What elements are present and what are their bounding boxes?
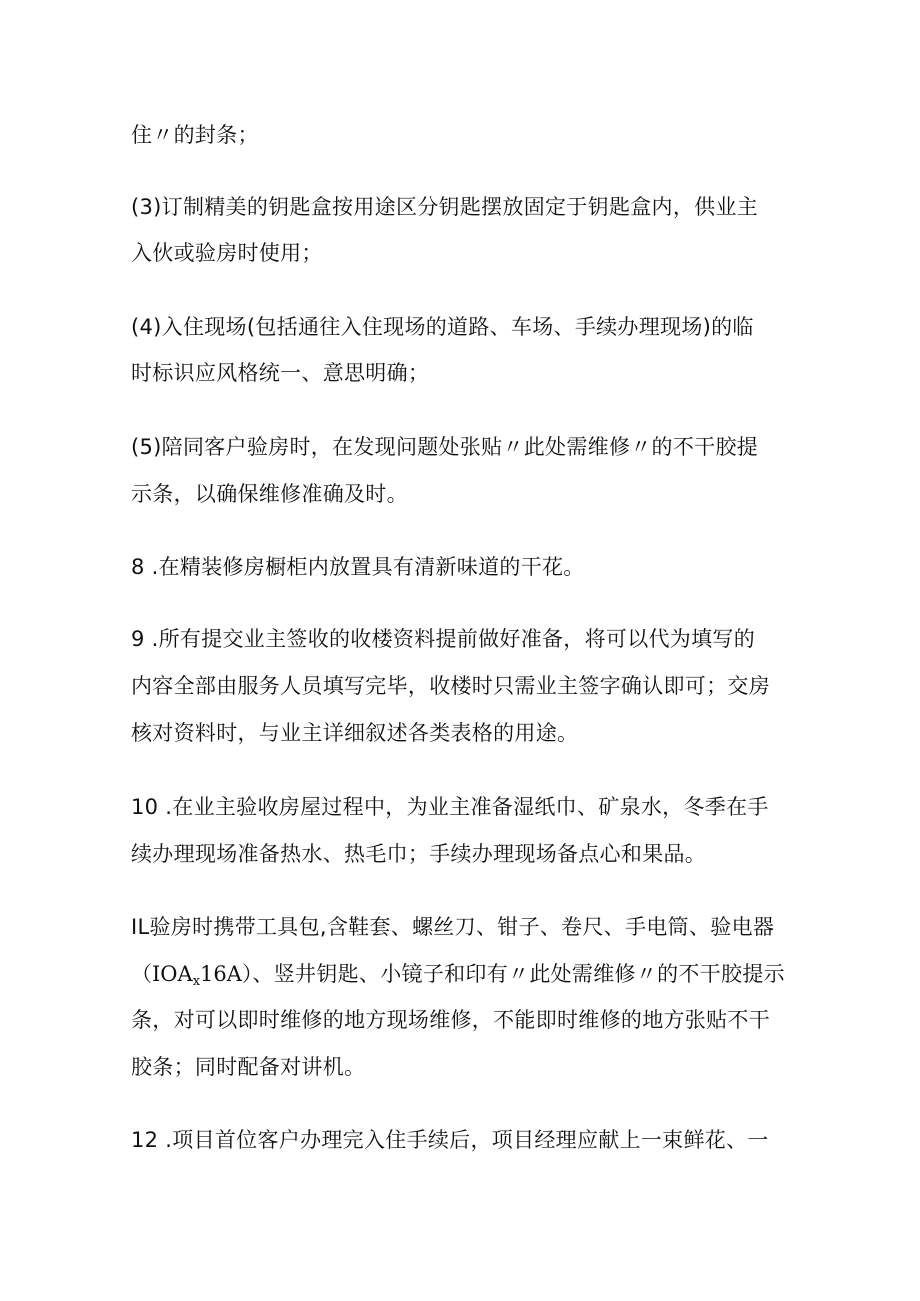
text-line-rest: 、竖井钥匙、小镜子和印有〃此处需维修〃的不干胶提示 bbox=[252, 962, 785, 986]
text-line: IL验房时携带工具包,含鞋套、螺丝刀、钳子、卷尺、手电筒、验电器 bbox=[131, 915, 775, 939]
electroscope-value: 16A bbox=[200, 962, 242, 986]
text-line: 10 .在业主验收房屋过程中，为业主准备湿纸巾、矿泉水，冬季在手 bbox=[131, 795, 769, 819]
text-line: 续办理现场准备热水、热毛巾；手续办理现场备点心和果品。 bbox=[131, 842, 707, 866]
text-line: 胶条；同时配备对讲机。 bbox=[131, 1055, 366, 1079]
text-line-electroscope bbox=[131, 960, 785, 996]
text-line: 8 .在精装修房橱柜内放置具有清新味道的干花。 bbox=[131, 555, 585, 579]
text-line: 时标识应风格统一、意思明确； bbox=[131, 361, 430, 385]
text-line: (4)入住现场(包括通往入住现场的道路、车场、手续办理现场)的临 bbox=[131, 315, 754, 339]
electroscope-spec: IOA bbox=[152, 962, 193, 986]
text-line: 示条，以确保维修准确及时。 bbox=[131, 482, 408, 506]
text-line: (5)陪同客户验房时，在发现问题处张贴〃此处需维修〃的不干胶提 bbox=[131, 435, 759, 459]
text-line: 9 .所有提交业主签收的收楼资料提前做好准备，将可以代为填写的 bbox=[131, 627, 756, 651]
text-line: 12 .项目首位客户办理完入住手续后，项目经理应献上一束鲜花、一 bbox=[131, 1128, 769, 1152]
text-line: 住〃的封条； bbox=[131, 123, 259, 147]
text-line: 内容全部由服务人员填写完毕，收楼时只需业主签字确认即可；交房 bbox=[131, 674, 770, 698]
text-line: 核对资料时，与业主详细叙述各类表格的用途。 bbox=[131, 721, 579, 745]
electroscope-subscript: x bbox=[192, 974, 201, 989]
electroscope-close-paren: ） bbox=[241, 962, 253, 986]
electroscope-open-paren: （ bbox=[131, 962, 152, 986]
text-line: 条，对可以即时维修的地方现场维修，不能即时维修的地方张贴不干 bbox=[131, 1008, 770, 1032]
text-line: 入伙或验房时使用； bbox=[131, 241, 323, 265]
text-line: (3)订制精美的钥匙盒按用途区分钥匙摆放固定于钥匙盒内，供业主 bbox=[131, 195, 759, 219]
